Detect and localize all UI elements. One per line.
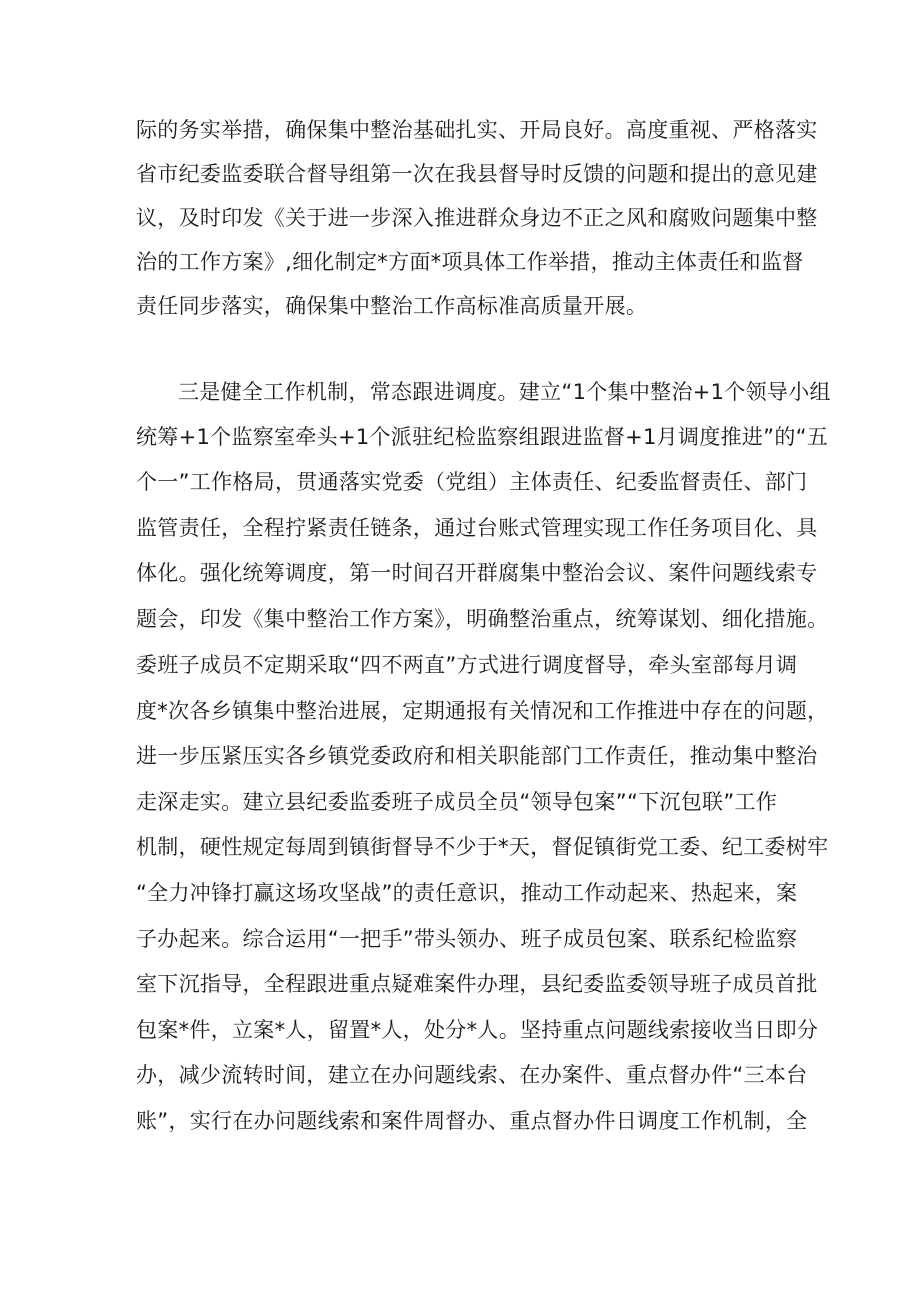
text-line-1: 际的务实举措，确保集中整治基础扎实、开局良好。高度重视、严格落实 (136, 118, 818, 142)
text-line-17: “全力冲锋打赢这场攻坚战”的责任意识，推动工作动起来、热起来，案 (136, 881, 798, 905)
text-line-10: 体化。强化统筹调度，第一时间召开群腐集中整治会议、案件问题线索专 (136, 561, 818, 585)
text-line-19: 室下沉指导，全程跟进重点疑难案件办理，县纪委监委领导班子成员首批 (136, 972, 818, 996)
text-line-2: 省市纪委监委联合督导组第一次在我县督导时反馈的问题和提出的意见建 (136, 162, 818, 186)
text-line-14: 进一步压紧压实各乡镇党委政府和相关职能部门工作责任，推动集中整治 (136, 744, 818, 768)
text-line-8: 个一”工作格局，贯通落实党委（党组）主体责任、纪委监督责任、部门 (136, 470, 808, 494)
text-line-3: 议，及时印发《关于进一步深入推进群众身边不正之风和腐败问题集中整 (136, 206, 818, 230)
text-line-15: 走深走实。建立县纪委监委班子成员全员“领导包案”“下沉包联”工作 (136, 790, 778, 814)
text-line-7: 统筹+1个监察室牵头+1个派驻纪检监察组跟进监督+1月调度推进”的“五 (136, 425, 829, 449)
text-line-21: 办，减少流转时间，建立在办问题线索、在办案件、重点督办件“三本台 (136, 1063, 808, 1087)
text-line-20: 包案*件，立案*人，留置*人，处分*人。坚持重点问题线索接收当日即分 (136, 1018, 819, 1042)
text-line-11: 题会，印发《集中整治工作方案》，明确整治重点，统筹谋划、细化措施。 (136, 607, 829, 631)
text-line-4: 治的工作方案》,细化制定*方面*项具体工作举措，推动主体责任和监督 (136, 250, 804, 274)
text-line-18: 子办起来。综合运用“一把手”带头领办、班子成员包案、联系纪检监察 (136, 927, 798, 951)
text-line-9: 监管责任，全程拧紧责任链条，通过台账式管理实现工作任务项目化、具 (136, 516, 818, 540)
text-line-12: 委班子成员不定期采取“四不两直”方式进行调度督导，牵头室部每月调 (136, 653, 798, 677)
text-line-13: 度*次各乡镇集中整治进展，定期通报有关情况和工作推进中存在的问题， (136, 699, 829, 723)
text-line-22: 账”，实行在办问题线索和案件周督办、重点督办件日调度工作机制，全 (136, 1109, 808, 1133)
text-line-16: 机制，硬性规定每周到镇街督导不少于*天，督促镇街党工委、纪工委树牢 (136, 835, 829, 859)
text-line-5: 责任同步落实，确保集中整治工作高标准高质量开展。 (136, 294, 648, 318)
paragraph-heading-line: 三是健全工作机制，常态跟进调度。建立“1个集中整治+1个领导小组 (178, 380, 831, 404)
